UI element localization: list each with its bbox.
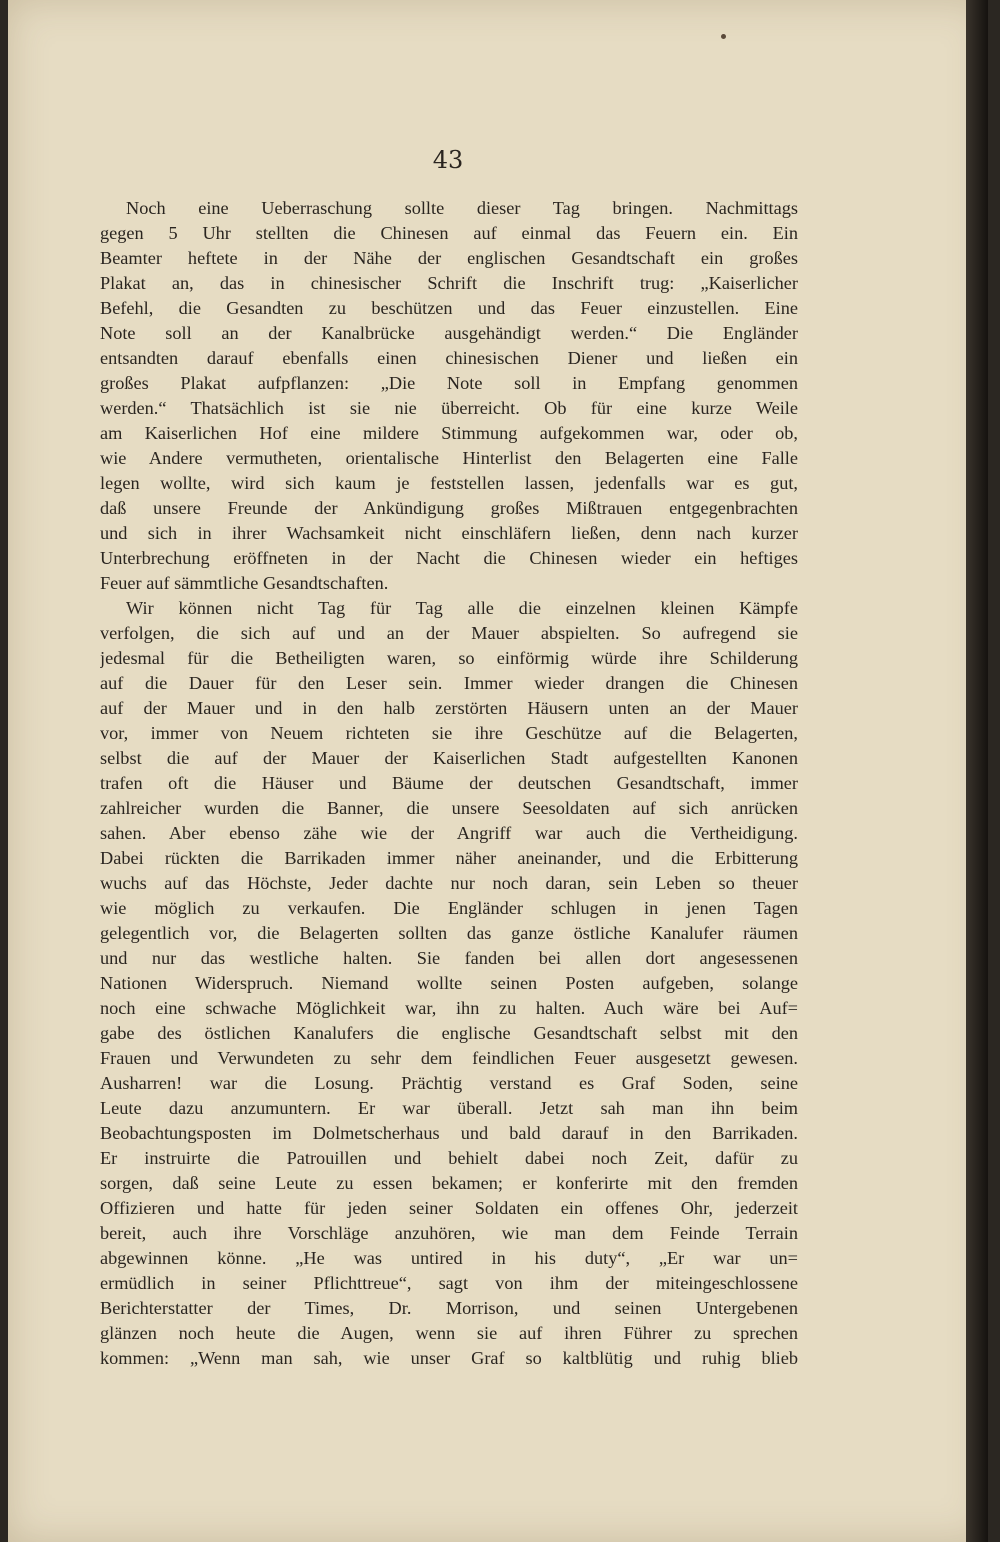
page-number: 43	[432, 146, 464, 174]
text-line: auf der Mauer und in den halb zerstörten Häusern unten an der Mauer	[100, 698, 798, 718]
text-line: trafen oft die Häuser und Bäume der deutschen Gesandtschaft, immer	[100, 773, 798, 793]
text-line: auf die Dauer für den Leser sein. Immer wieder drangen die Chinesen	[100, 673, 798, 693]
text-line: Leute dazu anzumuntern. Er war überall. Jetzt sah man ihn beim	[100, 1098, 798, 1118]
text-line: wie Andere vermutheten, orientalische Hinterlist den Belagerten eine Falle	[100, 448, 798, 468]
text-line: Dabei rückten die Barrikaden immer näher aneinander, und die Erbitterung	[100, 848, 798, 868]
text-line: Note soll an der Kanalbrücke ausgehändigt werden.“ Die Engländer	[100, 323, 798, 343]
text-line: noch eine schwache Möglichkeit war, ihn zu halten. Auch wäre bei Auf=	[100, 998, 798, 1018]
text-line: wie möglich zu verkaufen. Die Engländer schlugen in jenen Tagen	[100, 898, 798, 918]
text-line: vor, immer von Neuem richteten sie ihre Geschütze auf die Belagerten,	[100, 723, 798, 743]
text-line: wuchs auf das Höchste, Jeder dachte nur noch daran, sein Leben so theuer	[100, 873, 798, 893]
text-line: daß unsere Freunde der Ankündigung großes Mißtrauen entgegenbrachten	[100, 498, 798, 518]
text-line: verfolgen, die sich auf und an der Mauer abspielten. So aufregend sie	[100, 623, 798, 643]
text-line: selbst die auf der Mauer der Kaiserlichen Stadt aufgestellten Kanonen	[100, 748, 798, 768]
text-line: ermüdlich in seiner Pflichttreue“, sagt von ihm der miteingeschlossene	[100, 1273, 798, 1293]
body-text	[100, 196, 798, 1371]
text-line: Offizieren und hatte für jeden seiner Soldaten ein offenes Ohr, jederzeit	[100, 1198, 798, 1218]
text-line: Ausharren! war die Losung. Prächtig verstand es Graf Soden, seine	[100, 1073, 798, 1093]
text-line: sahen. Aber ebenso zähe wie der Angriff war auch die Vertheidigung.	[100, 823, 798, 843]
text-line: Beobachtungsposten im Dolmetscherhaus und bald darauf in den Barrikaden.	[100, 1123, 798, 1143]
text-line: und sich in ihrer Wachsamkeit nicht einschläfern ließen, denn nach kurzer	[100, 523, 798, 543]
text-line: sorgen, daß seine Leute zu essen bekamen; er konferirte mit den fremden	[100, 1173, 798, 1193]
ink-speck	[721, 34, 726, 39]
text-line: großes Plakat aufpflanzen: „Die Note soll in Empfang genommen	[100, 373, 798, 393]
text-line: gegen 5 Uhr stellten die Chinesen auf einmal das Feuern ein. Ein	[100, 223, 798, 243]
text-line: Er instruirte die Patrouillen und behielt dabei noch Zeit, dafür zu	[100, 1148, 798, 1168]
text-line: Noch eine Ueberraschung sollte dieser Tag bringen. Nachmittags	[126, 198, 798, 218]
text-line: jedesmal für die Betheiligten waren, so einförmig würde ihre Schilderung	[100, 648, 798, 668]
book-spine-edge	[966, 0, 988, 1542]
text-line: bereit, auch ihre Vorschläge anzuhören, wie man dem Feinde Terrain	[100, 1223, 798, 1243]
book-page	[8, 0, 988, 1542]
text-line: Beamter heftete in der Nähe der englischen Gesandtschaft ein großes	[100, 248, 798, 268]
text-line: abgewinnen könne. „He was untired in his duty“, „Er war un=	[100, 1248, 798, 1268]
text-line: Frauen und Verwundeten zu sehr dem feindlichen Feuer ausgesetzt gewesen.	[100, 1048, 798, 1068]
text-line: glänzen noch heute die Augen, wenn sie auf ihren Führer zu sprechen	[100, 1323, 798, 1343]
text-line: Berichterstatter der Times, Dr. Morrison, und seinen Untergebenen	[100, 1298, 798, 1318]
text-line: entsandten darauf ebenfalls einen chinesischen Diener und ließen ein	[100, 348, 798, 368]
text-line: Befehl, die Gesandten zu beschützen und das Feuer einzustellen. Eine	[100, 298, 798, 318]
text-line: gelegentlich vor, die Belagerten sollten das ganze östliche Kanalufer räumen	[100, 923, 798, 943]
text-line: zahlreicher wurden die Banner, die unsere Seesoldaten auf sich anrücken	[100, 798, 798, 818]
text-line: gabe des östlichen Kanalufers die englische Gesandtschaft selbst mit den	[100, 1023, 798, 1043]
text-line: Unterbrechung eröffneten in der Nacht die Chinesen wieder ein heftiges	[100, 548, 798, 568]
text-line: kommen: „Wenn man sah, wie unser Graf so kaltblütig und ruhig blieb	[100, 1348, 798, 1368]
text-line: am Kaiserlichen Hof eine mildere Stimmung aufgekommen war, oder ob,	[100, 423, 798, 443]
text-line: Plakat an, das in chinesischer Schrift die Inschrift trug: „Kaiserlicher	[100, 273, 798, 293]
text-line: werden.“ Thatsächlich ist sie nie überreicht. Ob für eine kurze Weile	[100, 398, 798, 418]
text-line: und nur das westliche halten. Sie fanden bei allen dort angesessenen	[100, 948, 798, 968]
text-line: Feuer auf sämmtliche Gesandtschaften.	[100, 573, 389, 593]
text-line: Nationen Widerspruch. Niemand wollte seinen Posten aufgeben, solange	[100, 973, 798, 993]
text-line: legen wollte, wird sich kaum je feststellen lassen, jedenfalls war es gut,	[100, 473, 798, 493]
text-line: Wir können nicht Tag für Tag alle die einzelnen kleinen Kämpfe	[126, 598, 798, 618]
